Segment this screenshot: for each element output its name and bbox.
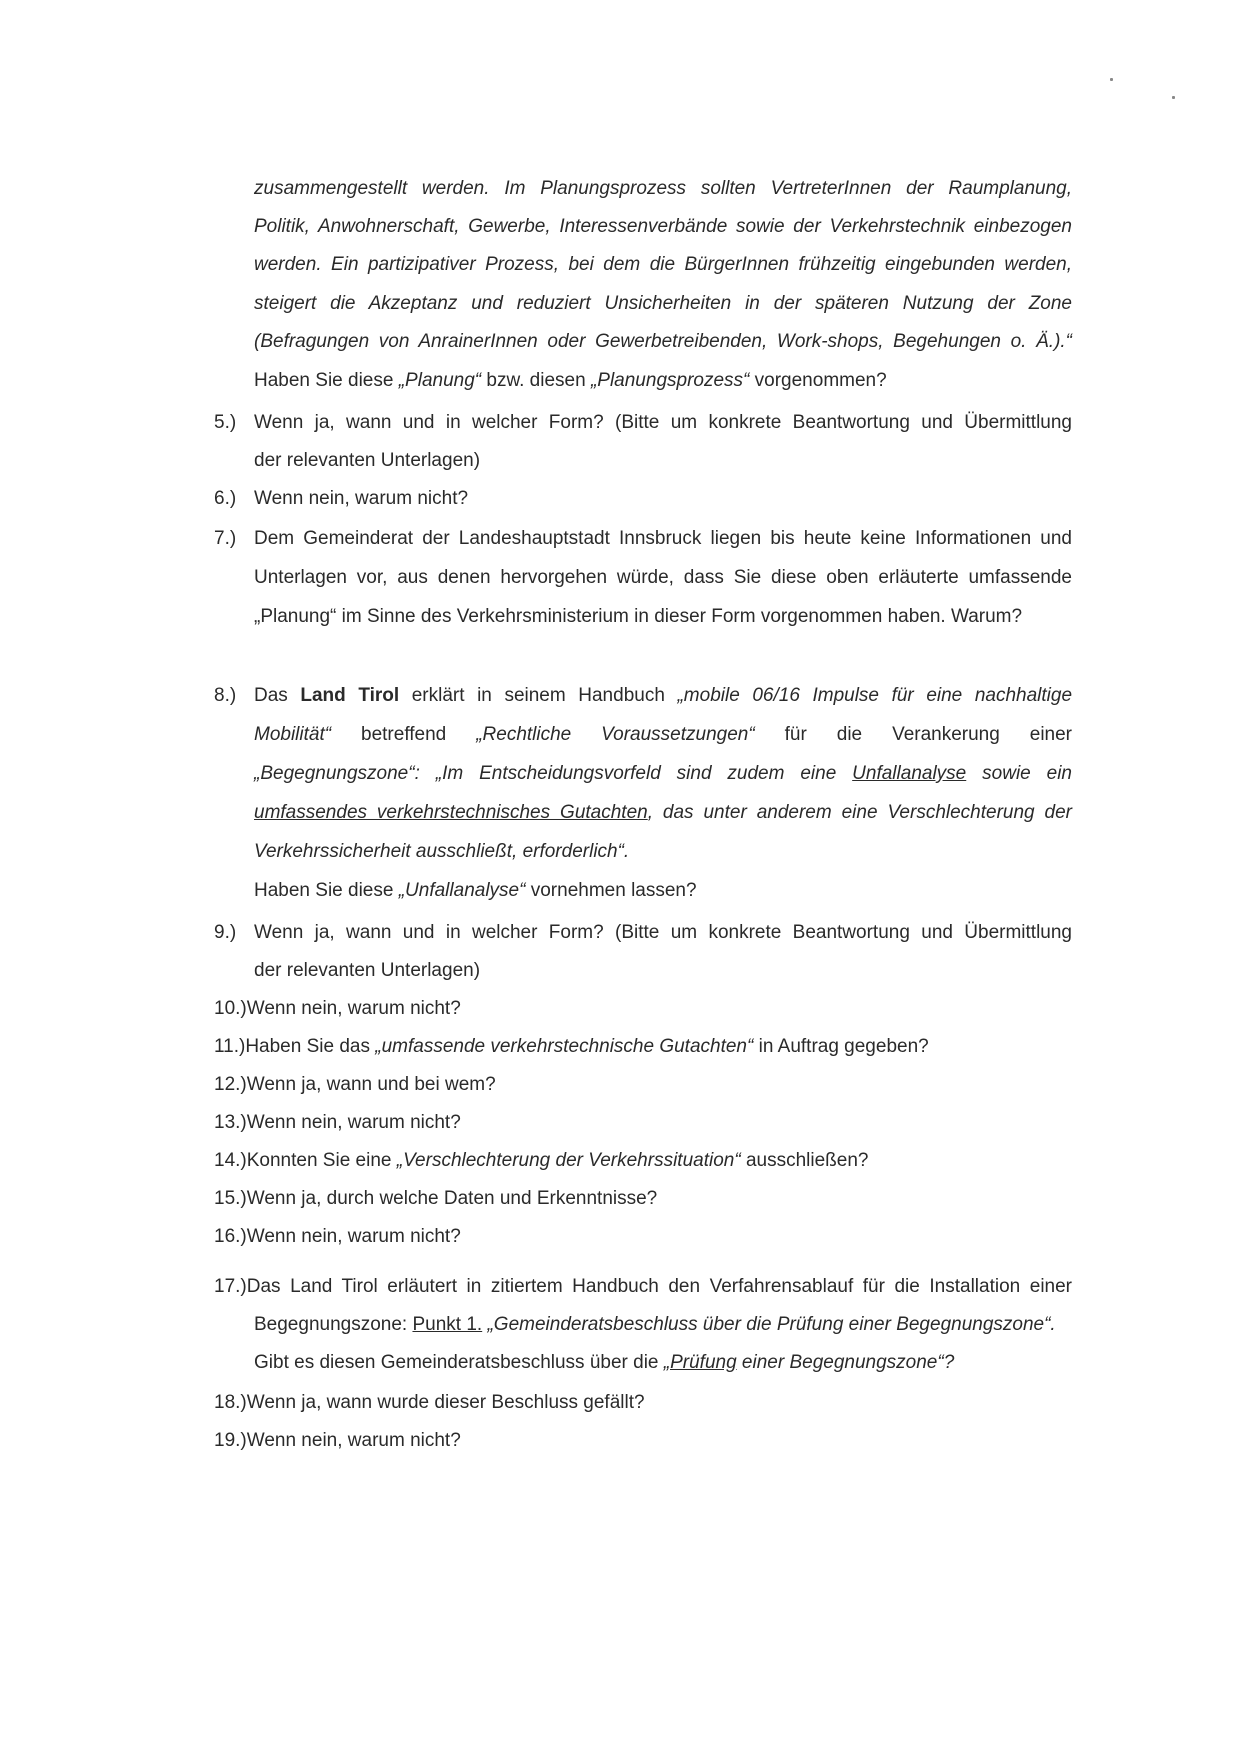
item-text bbox=[254, 761, 1072, 787]
quote: „Gemeinderatsbeschluss über die Prüfung einer Begegnungszone“. bbox=[482, 1314, 1056, 1335]
text: vornehmen lassen? bbox=[525, 880, 697, 901]
item-text bbox=[254, 800, 1072, 826]
emphasis: Land Tirol bbox=[300, 685, 400, 706]
quote: Mobilität“ bbox=[254, 724, 332, 745]
quote: „mobile 06/16 Impulse für eine nachhaltige bbox=[677, 685, 1073, 706]
item-text: Unterlagen vor, aus denen hervorgehen würde, dass Sie diese oben erläuterte umfassende bbox=[254, 567, 1072, 588]
underlined-term: Unfallanalyse bbox=[852, 763, 967, 784]
text: Haben Sie diese bbox=[254, 370, 399, 391]
item-text bbox=[254, 722, 1072, 748]
item-number: 6.) bbox=[214, 488, 237, 509]
item-text bbox=[214, 1148, 868, 1174]
intro-line: zusammengestellt werden. Im Planungsprozess sollten VertreterInnen der Raumplanung, bbox=[254, 178, 1072, 199]
intro-line: werden. Ein partizipativer Prozess, bei dem die BürgerInnen frühzeitig eingebunden werden, bbox=[254, 254, 1072, 275]
underlined-term: Punkt 1. bbox=[412, 1314, 483, 1335]
item-number: 7.) bbox=[214, 528, 237, 549]
quote: „umfassende verkehrstechnische Gutachten“ bbox=[375, 1036, 754, 1057]
text: Gibt es diesen Gemeinderatsbeschluss über die bbox=[254, 1352, 664, 1373]
item-text: 10.)Wenn nein, warum nicht? bbox=[214, 998, 461, 1019]
text: Das bbox=[254, 685, 301, 706]
text: Begegnungszone: bbox=[254, 1314, 413, 1335]
intro-line: (Befragungen von AnrainerInnen oder Gewerbetreibenden, Work-shops, Begehungen o. Ä.).“ bbox=[254, 331, 1072, 352]
item-text: Wenn ja, wann und in welcher Form? (Bitte um konkrete Beantwortung und Übermittlung bbox=[254, 412, 1072, 433]
item-text: der relevanten Unterlagen) bbox=[254, 960, 481, 981]
item-text: Verkehrssicherheit ausschließt, erforderlich“. bbox=[254, 841, 630, 862]
item-text: Wenn nein, warum nicht? bbox=[254, 488, 469, 509]
item-text: 17.)Das Land Tirol erläutert in zitiertem Handbuch den Verfahrensablauf für die Installation einer bbox=[214, 1276, 1072, 1297]
item-text: 18.)Wenn ja, wann wurde dieser Beschluss gefällt? bbox=[214, 1392, 645, 1413]
text: Haben Sie diese bbox=[254, 880, 399, 901]
text: für die Verankerung einer bbox=[754, 724, 1073, 745]
item-text: 15.)Wenn ja, durch welche Daten und Erkenntnisse? bbox=[214, 1188, 658, 1209]
item-text: 12.)Wenn ja, wann und bei wem? bbox=[214, 1074, 496, 1095]
text: in Auftrag gegeben? bbox=[753, 1036, 929, 1057]
item-text: der relevanten Unterlagen) bbox=[254, 450, 481, 471]
item-text bbox=[254, 1350, 954, 1376]
item-number: 5.) bbox=[214, 412, 237, 433]
text: vorgenommen? bbox=[749, 370, 887, 391]
text: betreffend bbox=[331, 724, 477, 745]
quote: „Planung“ bbox=[398, 370, 482, 391]
item-text: 16.)Wenn nein, warum nicht? bbox=[214, 1226, 461, 1247]
item-text bbox=[214, 1034, 929, 1060]
quote: sowie ein bbox=[966, 763, 1072, 784]
intro-question bbox=[254, 368, 887, 394]
quote: , das unter anderem eine Verschlechterung der bbox=[647, 802, 1072, 823]
quote: „Im Entscheidungsvorfeld sind zudem eine bbox=[435, 763, 853, 784]
quote: einer Begegnungszone“? bbox=[736, 1352, 955, 1373]
item-text: 13.)Wenn nein, warum nicht? bbox=[214, 1112, 461, 1133]
intro-line: Politik, Anwohnerschaft, Gewerbe, Interessenverbände sowie der Verkehrstechnik einbezogen bbox=[254, 216, 1072, 237]
scan-speck bbox=[1172, 96, 1175, 99]
quote: „Unfallanalyse“ bbox=[398, 880, 526, 901]
item-text: Wenn ja, wann und in welcher Form? (Bitte um konkrete Beantwortung und Übermittlung bbox=[254, 922, 1072, 943]
item-text bbox=[254, 683, 1072, 709]
quote: „Rechtliche Voraussetzungen“ bbox=[476, 724, 755, 745]
item-text: 19.)Wenn nein, warum nicht? bbox=[214, 1430, 461, 1451]
item-text: Dem Gemeinderat der Landeshauptstadt Innsbruck liegen bis heute keine Informationen und bbox=[254, 528, 1072, 549]
quote: „Verschlechterung der Verkehrssituation“ bbox=[396, 1150, 741, 1171]
text: 14.)Konnten Sie eine bbox=[214, 1150, 397, 1171]
quote: „Planungsprozess“ bbox=[590, 370, 750, 391]
item-number: 9.) bbox=[214, 922, 237, 943]
text: 11.)Haben Sie das bbox=[214, 1036, 376, 1057]
text: bzw. diesen bbox=[481, 370, 591, 391]
item-text bbox=[254, 878, 697, 904]
underlined-term: „Prüfung bbox=[663, 1352, 737, 1373]
scan-speck bbox=[1110, 78, 1113, 81]
text: : bbox=[414, 763, 436, 784]
intro-line: steigert die Akzeptanz und reduziert Unsicherheiten in der späteren Nutzung der Zone bbox=[254, 293, 1072, 314]
underlined-term: umfassendes verkehrstechnisches Gutachten bbox=[254, 802, 648, 823]
text: ausschließen? bbox=[740, 1150, 869, 1171]
item-number: 8.) bbox=[214, 685, 237, 706]
item-text: „Planung“ im Sinne des Verkehrsministerium in dieser Form vorgenommen haben. Warum? bbox=[254, 606, 1023, 627]
text: erklärt in seinem Handbuch bbox=[399, 685, 678, 706]
quote: „Begegnungszone“ bbox=[254, 763, 415, 784]
item-text bbox=[254, 1312, 1056, 1338]
